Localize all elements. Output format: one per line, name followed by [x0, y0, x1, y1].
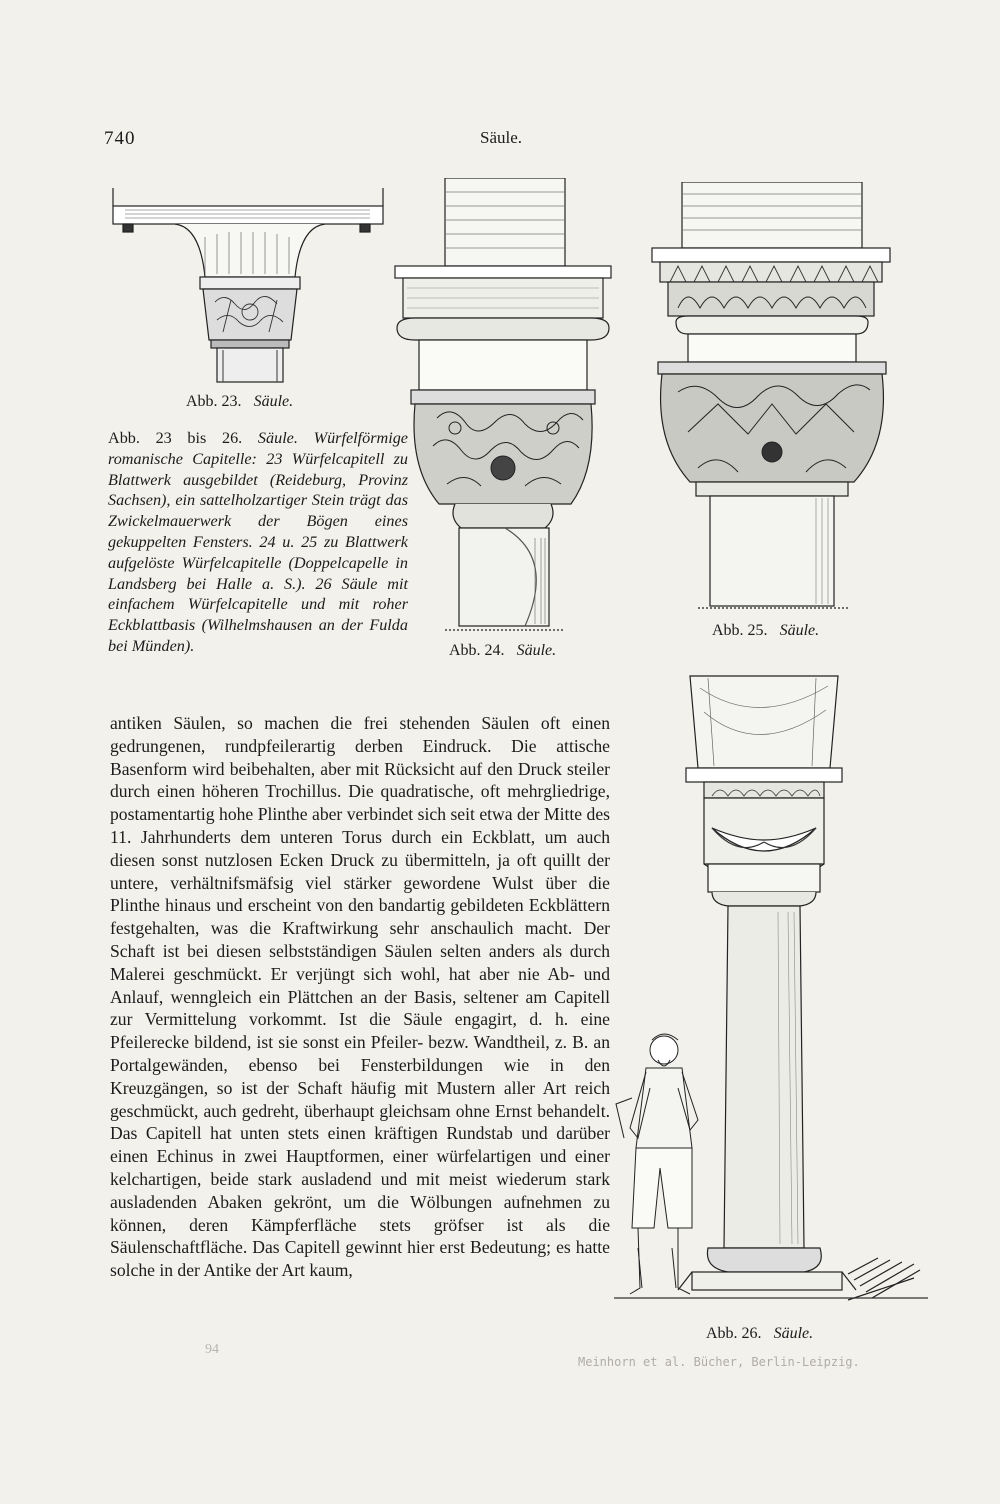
- imprint-note: Meinhorn et al. Bücher, Berlin-Leipzig.: [578, 1355, 860, 1369]
- figure-abb26: [608, 668, 948, 1318]
- abb25-illustration: [648, 182, 898, 612]
- signature-mark: 94: [205, 1342, 219, 1357]
- page-number: 740: [104, 128, 136, 149]
- caption-abb24-number: Abb. 24.: [449, 642, 505, 659]
- figure-description: [108, 428, 408, 657]
- figure-abb23: [105, 182, 395, 392]
- figure-abb25: [648, 182, 898, 612]
- figure-description-lead: Abb. 23 bis 26.: [108, 429, 243, 447]
- caption-abb26: [706, 1325, 813, 1343]
- abb23-illustration: [105, 182, 395, 392]
- caption-abb24-label: Säule.: [516, 642, 557, 659]
- caption-abb23-number: Abb. 23.: [186, 393, 242, 410]
- caption-abb26-label: Säule.: [773, 1325, 814, 1342]
- caption-abb24: [449, 642, 556, 660]
- caption-abb25-label: Säule.: [779, 622, 820, 639]
- caption-abb25: [712, 622, 819, 640]
- caption-abb26-number: Abb. 26.: [706, 1325, 762, 1342]
- abb24-illustration: [385, 178, 625, 638]
- caption-abb25-number: Abb. 25.: [712, 622, 768, 639]
- running-title: Säule.: [480, 128, 523, 147]
- abb26-illustration: [608, 668, 948, 1318]
- body-text: [110, 712, 610, 1282]
- caption-abb23-label: Säule.: [253, 393, 294, 410]
- caption-abb23: [186, 393, 293, 411]
- body-paragraph: antiken Säulen, so machen die frei stehenden Säulen oft einen gedrungenen, rundpfeilerartig derben Eindruck. Die attische Basenform wird beibehalten, aber mit Rücksicht auf den Druck steiler durch einen höheren Trochillus. Die quadratische, oft mehrgliedrige, postamentartig hohe Plinthe aber verbindet sich seit etwa der Mitte des 11. Jahrhunderts dem unteren Torus durch ein Eckblatt, um auch diesen sonst nutzlosen Ecken Druck zu übermitteln, ja oft quillt der untere, verhältnifsmäfsig viel stärker gewordene Wulst über die Plinthe hinaus und erscheint von den bandartig gebildeten Eckblättern festgehalten, was die Kraftwirkung sehr anschaulich macht. Der Schaft ist bei diesen selbstständigen Säulen selten anders als durch Malerei geschmückt. Er verjüngt sich wohl, hat aber nie Ab- und Anlauf, wenngleich ein Plättchen an der Basis, seltener am Capitell zur Vermittelung vorkommt. Ist die Säule engagirt, d. h. eine Pfeilerecke bildend, ist sie sonst ein Pfeiler- bezw. Wandtheil, z. B. an Portalgewänden, ebenso bei Fensterbildungen wie in den Kreuzgängen, so ist der Schaft häufig mit Mustern aller Art reich geschmückt, auch gedreht, überhaupt gleichsam ohne Ernst behandelt. Das Capitell hat unten stets einen kräftigen Rundstab und darüber einen Echinus in zwei Hauptformen, einer würfelartigen und einer kelchartigen, beide stark ausladend und mit meist wiederum stark ausladenden Abaken gekrönt, um die Wölbungen aufnehmen zu können, deren Kämpferfläche stets gröfser ist als die Säulenschaftfläche. Das Capitell gewinnt hier erst Bedeutung; es hatte solche in der Antike der Art kaum,: [110, 713, 610, 1281]
- figure-description-text: Säule. Würfelförmige romanische Capitelle: 23 Würfelcapitell zu Blattwerk ausgebildet (Reideburg, Provinz Sachsen), ein sattelholzartiger Stein trägt das Zwickelmauerwerk der Bögen eines gekuppelten Fensters. 24 u. 25 zu Blattwerk aufgelöste Würfelcapitelle (Doppelcapelle in Landsberg bei Halle a. S.). 26 Säule mit einfachem Würfelcapitelle und mit roher Eckblattbasis (Wilhelmshausen an der Fulda bei Münden).: [108, 429, 408, 655]
- figure-abb24: [385, 178, 625, 638]
